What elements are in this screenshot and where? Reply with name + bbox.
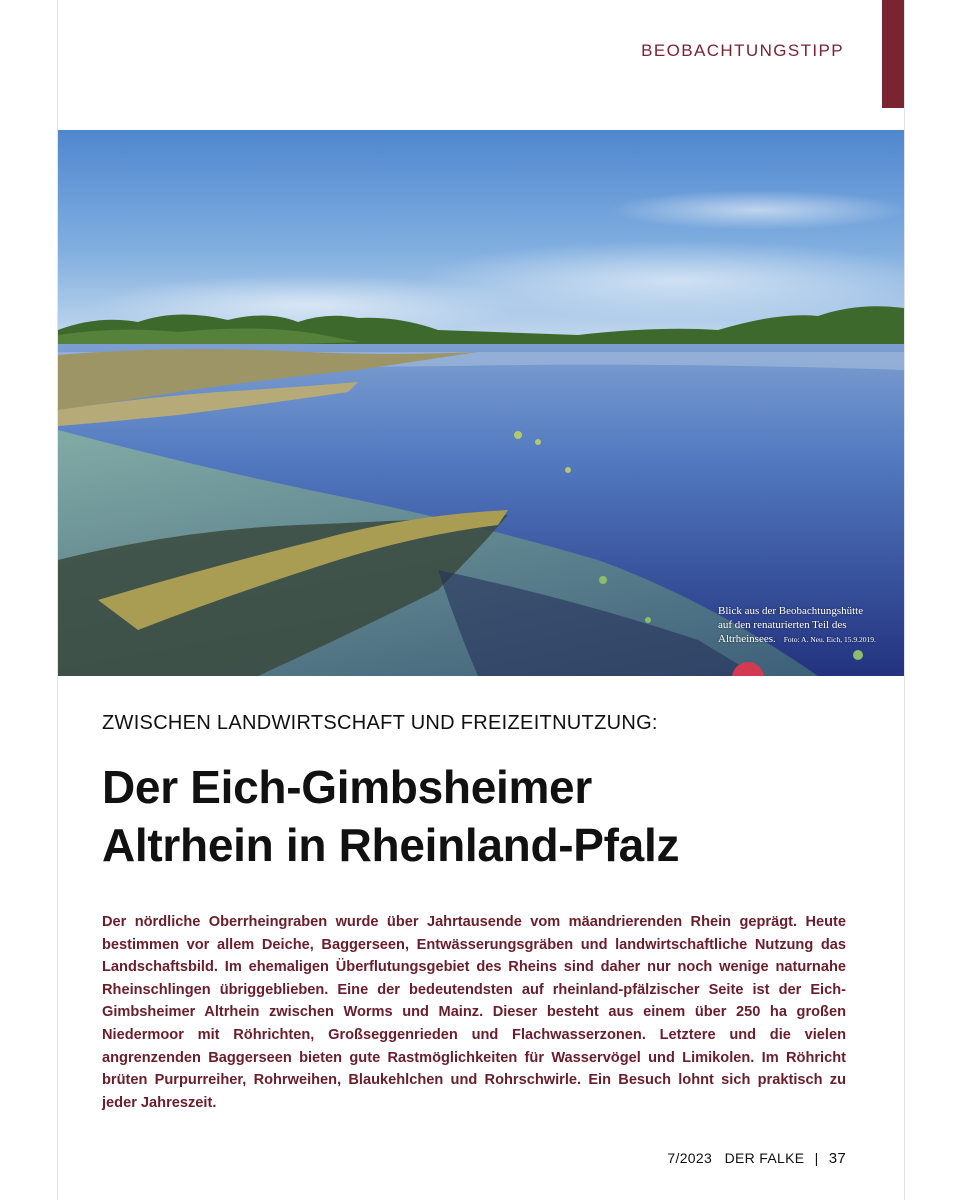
photo-caption [718, 604, 878, 647]
section-label: BEOBACHTUNGSTIPP [641, 41, 844, 60]
footer-separator: | [814, 1150, 819, 1166]
title-line-2: Altrhein in Rheinland-Pfalz [102, 819, 680, 871]
page-footer [667, 1150, 846, 1167]
lake-photo-illustration [58, 130, 904, 676]
issue-number: 7/2023 [667, 1150, 713, 1166]
section-color-bar [882, 0, 904, 108]
article-kicker: ZWISCHEN LANDWIRTSCHAFT UND FREIZEITNUTZUNG: [102, 712, 658, 734]
magazine-page [57, 0, 905, 1200]
caption-text: Blick aus der Beobachtungshütte auf den renaturierten Teil des Altrheinsees. [718, 605, 864, 645]
page-number: 37 [828, 1150, 846, 1167]
article-title [102, 758, 862, 874]
title-line-1: Der Eich-Gimbsheimer [102, 761, 592, 813]
photo-credit: Foto: A. Neu. Eich, 15.9.2019. [783, 635, 876, 644]
lake-photo [58, 130, 904, 676]
article-lead: Der nördliche Oberrheingraben wurde über Jahrtausende vom mäandrierenden Rhein geprägt. Heute bestimmen vor allem Deiche, Baggerseen, Entwässerungsgräben und landwirtschaftliche Nutzung das Landschaftsbild. Im ehemaligen Überflutungsgebiet des Rheins sind daher nur noch wenige naturnahe Rheinschlingen übriggeblieben. Eine der bedeutendsten auf rheinland-pfälzischer Seite ist der Eich-Gimbsheimer Altrhein zwischen Worms und Mainz. Dieser besteht aus einem über 250 ha großen Niedermoor mit Röhrichten, Großseggenrieden und Flachwasserzonen. Letztere und die vielen angrenzenden Baggerseen bieten gute Rastmöglichkeiten für Wasservögel und Limikolen. Im Röhricht brüten Purpurreiher, Rohrweihen, Blaukehlchen und Rohrschwirle. Ein Besuch lohnt sich praktisch zu jeder Jahreszeit. [102, 914, 846, 1111]
magazine-name: DER FALKE [724, 1150, 805, 1166]
